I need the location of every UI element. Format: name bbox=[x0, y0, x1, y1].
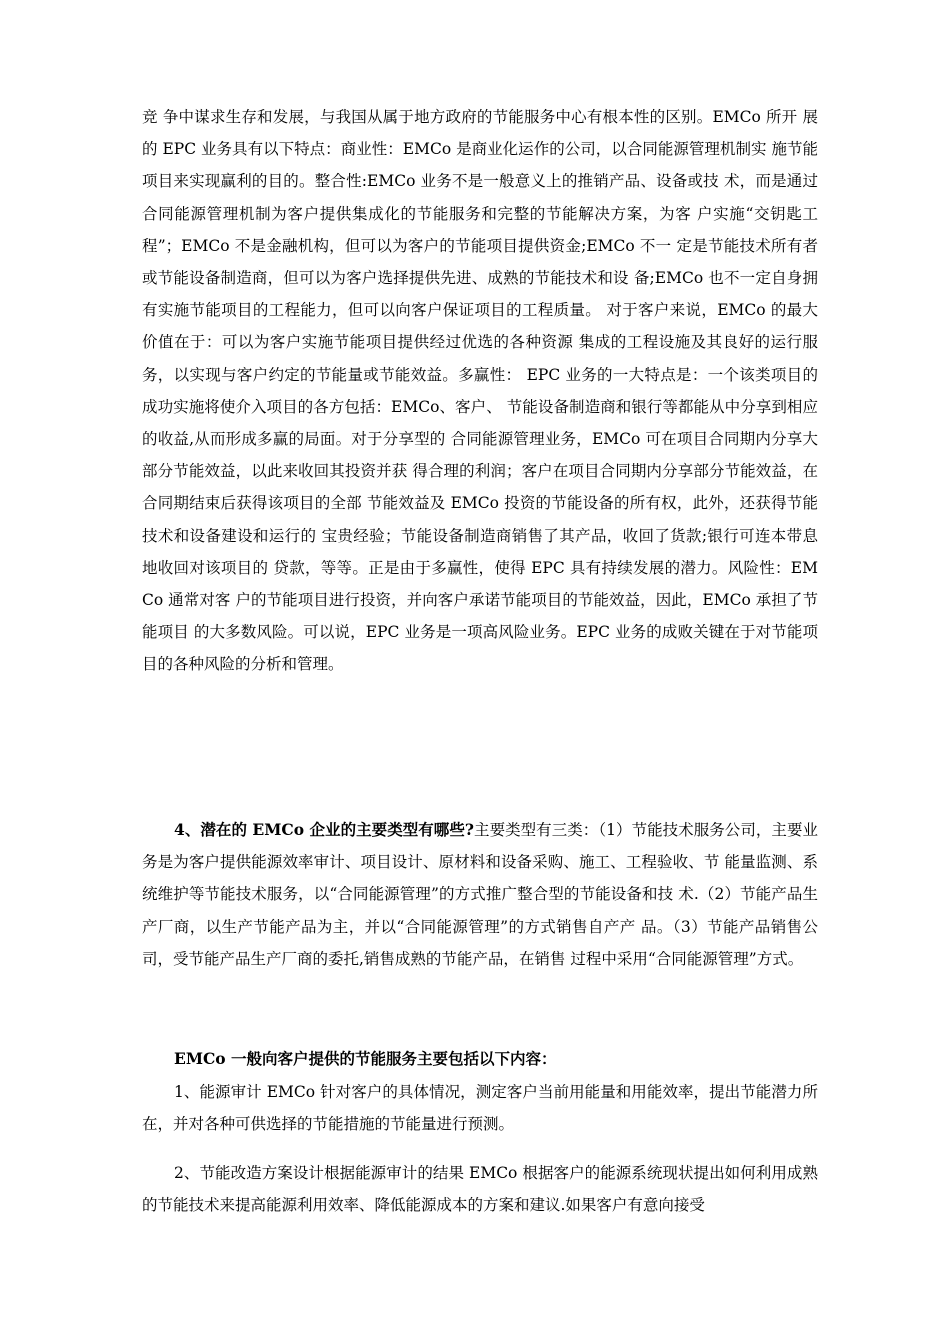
paragraph-energy-audit: 1、能源审计 EMCo 针对客户的具体情况，测定客户当前用能量和用能效率，提出节能潜力所在，并对各种可供选择的节能措施的节能量进行预测。 bbox=[142, 1083, 818, 1134]
paragraph-epc-features: 竞 争中谋求生存和发展，与我国从属于地方政府的节能服务中心有根本性的区别。EMCo 所开 展的 EPC 业务具有以下特点：商业性：EMCo 是商业化运作的公司，以合同能源管理机制实 施节能项目来实现赢利的目的。整合性:EMCo 业务不是一般意义上的推销产品、设备或技 术，而是通过合同能源管理机制为客户提供集成化的节能服务和完整的节能解决方案，为客 户实施“交钥匙工程”；EMCo 不是金融机构，但可以为客户的节能项目提供资金;EMCo 不一 定是节能技术所有者或节能设备制造商，但可以为客户选择提供先进、成熟的节能技术和设 备;EMCo 也不一定自身拥有实施节能项目的工程能力，但可以向客户保证项目的工程质量。 对于客户来说，EMCo 的最大价值在于：可以为客户实施节能项目提供经过优选的各种资源 集成的工程设施及其良好的运行服务，以实现与客户约定的节能量或节能效益。多赢性： EPC 业务的一大特点是：一个该类项目的成功实施将使介入项目的各方包括：EMCo、客户、 节能设备制造商和银行等都能从中分享到相应的收益,从而形成多赢的局面。对于分享型的 合同能源管理业务，EMCo 可在项目合同期内分享大部分节能效益，以此来收回其投资并获 得合理的利润；客户在项目合同期内分享部分节能效益，在合同期结束后获得该项目的全部 节能效益及 EMCo 投资的节能设备的所有权，此外，还获得节能技术和设备建设和运行的 宝贵经验；节能设备制造商销售了其产品，收回了货款;银行可连本带息地收回对该项目的 贷款，等等。正是由于多赢性，使得 EPC 具有持续发展的潜力。风险性：EMCo 通常对客 户的节能项目进行投资，并向客户承诺节能项目的节能效益，因此，EMCo 承担了节能项目 的大多数风险。可以说，EPC 业务是一项高风险业务。EPC 业务的成败关键在于对节能项 目的各种风险的分析和管理。 bbox=[142, 108, 818, 674]
section-heading-services: EMCo 一般向客户提供的节能服务主要包括以下内容： bbox=[174, 1049, 557, 1068]
emco-types-heading: 4、潜在的 EMCo 企业的主要类型有哪些? bbox=[174, 820, 474, 839]
paragraph-emco-types bbox=[142, 814, 818, 975]
emco-types-body: 主要类型有三类：（1）节能技术服务公司，主要业务是为客户提供能源效率审计、项目设计、原材料和设备采购、施工、工程验收、节 能量监测、系统维护等节能技术服务，以“合同能源管理”的方式推广整合型的节能设备和技 术.（2）节能产品生产厂商，以生产节能产品为主，并以“合同能源管理”的方式销售自产产 品。（3）节能产品销售公司，受节能产品生产厂商的委托,销售成熟的节能产品，在销售 过程中采用“合同能源管理”方式。 bbox=[142, 821, 818, 968]
paragraph-retrofit-design: 2、节能改造方案设计根据能源审计的结果 EMCo 根据客户的能源系统现状提出如何利用成熟的节能技术来提高能源利用效率、降低能源成本的方案和建议.如果客户有意向接受 bbox=[142, 1164, 818, 1215]
